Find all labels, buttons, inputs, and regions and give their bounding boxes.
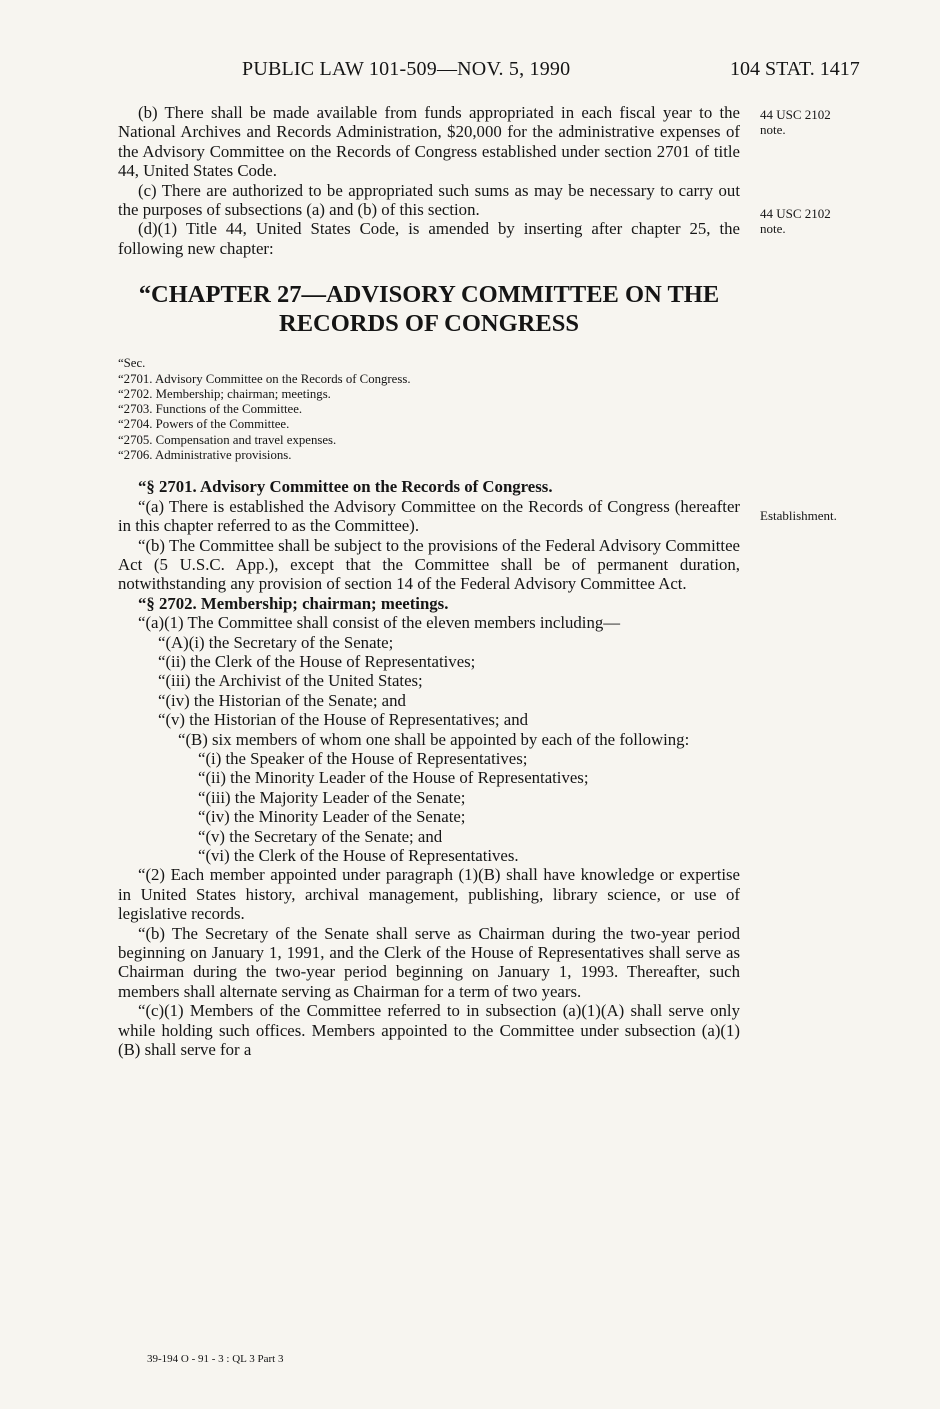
- body-text: [118, 103, 740, 1060]
- paragraph-b: (b) There shall be made available from funds appropriated in each fiscal year to the National Archives and Records Administration, $20,000 for the administrative expenses of the Advisory Committee on the Records of Congress established under section 2701 of title 44, United States Code.: [118, 103, 740, 181]
- toc-line: “2704. Powers of the Committee.: [118, 417, 290, 432]
- margin-note-establishment: Establishment.: [760, 508, 837, 523]
- section-2701-a: “(a) There is established the Advisory Committee on the Records of Congress (hereafter in this chapter referred to as the Committee).: [118, 496, 740, 536]
- running-header-title: PUBLIC LAW 101-509—NOV. 5, 1990: [242, 58, 571, 80]
- clause-B-iii: “(iii) the Majority Leader of the Senate;: [198, 787, 466, 807]
- paragraph-c: (c) There are authorized to be appropriated such sums as may be necessary to carry out the purposes of subsections (a) and (b) of this section.: [118, 180, 740, 220]
- margin-note-usc-1: [760, 107, 831, 137]
- clause-B-i: “(i) the Speaker of the House of Representatives;: [198, 749, 528, 769]
- paragraph-d1: (d)(1) Title 44, United States Code, is amended by inserting after chapter 25, the following new chapter:: [118, 219, 740, 258]
- toc-line: “Sec.: [118, 356, 146, 371]
- margin-note-line: note.: [760, 122, 786, 137]
- toc-line: “2705. Compensation and travel expenses.: [118, 432, 337, 447]
- clause-A-v: “(v) the Historian of the House of Representatives; and: [158, 710, 529, 730]
- clause-A-i: “(A)(i) the Secretary of the Senate;: [158, 632, 394, 652]
- table-of-contents: [118, 356, 740, 463]
- margin-note-usc-2: [760, 206, 831, 236]
- clause-A-iv: “(iv) the Historian of the Senate; and: [158, 690, 406, 710]
- clause-A-ii: “(ii) the Clerk of the House of Representatives;: [158, 651, 476, 671]
- section-2702-a1: “(a)(1) The Committee shall consist of the eleven members including—: [138, 613, 621, 633]
- print-code-footer: 39-194 O - 91 - 3 : QL 3 Part 3: [147, 1353, 284, 1365]
- toc-line: “2701. Advisory Committee on the Records of Congress.: [118, 371, 411, 386]
- clause-A-iii: “(iii) the Archivist of the United States;: [158, 671, 423, 691]
- margin-note-line: 44 USC 2102: [760, 206, 831, 221]
- section-2702-c1: “(c)(1) Members of the Committee referred to in subsection (a)(1)(A) shall serve only while holding such offices. Members appointed to the Committee under subsection (a)(1)(B) shall serve for a: [118, 1001, 740, 1060]
- chapter-title-line-2: RECORDS OF CONGRESS: [279, 310, 579, 338]
- clause-B-v: “(v) the Secretary of the Senate; and: [198, 826, 443, 846]
- toc-line: “2703. Functions of the Committee.: [118, 402, 303, 417]
- section-2702-b: “(b) The Secretary of the Senate shall serve as Chairman during the two-year period beginning on January 1, 1991, and the Clerk of the House of Representatives shall serve as Chairman during the two-year period beginning on January 1, 1993. Thereafter, such members shall alternate serving as Chairman for a term of two years.: [118, 923, 740, 1001]
- clause-B: “(B) six members of whom one shall be appointed by each of the following:: [178, 729, 690, 749]
- section-2702-a2: “(2) Each member appointed under paragraph (1)(B) shall have knowledge or expertise in United States history, archival management, publishing, library science, or use of legislative records.: [118, 865, 740, 924]
- chapter-title-line-1: “CHAPTER 27—ADVISORY COMMITTEE ON THE: [138, 281, 720, 309]
- clause-B-vi: “(vi) the Clerk of the House of Representatives.: [198, 846, 519, 866]
- toc-line: “2706. Administrative provisions.: [118, 448, 292, 463]
- section-2701-heading: “§ 2701. Advisory Committee on the Records of Congress.: [138, 477, 553, 497]
- chapter-title: [118, 280, 740, 338]
- clause-B-ii: “(ii) the Minority Leader of the House of Representatives;: [198, 768, 589, 788]
- margin-note-line: 44 USC 2102: [760, 107, 831, 122]
- section-2701-b: “(b) The Committee shall be subject to the provisions of the Federal Advisory Committee Act (5 U.S.C. App.), except that the Committee shall be of permanent duration, notwithstanding any provision of section 14 of the Federal Advisory Committee Act.: [118, 535, 740, 594]
- section-2702-heading: “§ 2702. Membership; chairman; meetings.: [138, 593, 449, 613]
- margin-note-line: note.: [760, 221, 786, 236]
- clause-B-iv: “(iv) the Minority Leader of the Senate;: [198, 807, 466, 827]
- toc-line: “2702. Membership; chairman; meetings.: [118, 386, 331, 401]
- statute-page-number: 104 STAT. 1417: [730, 58, 860, 80]
